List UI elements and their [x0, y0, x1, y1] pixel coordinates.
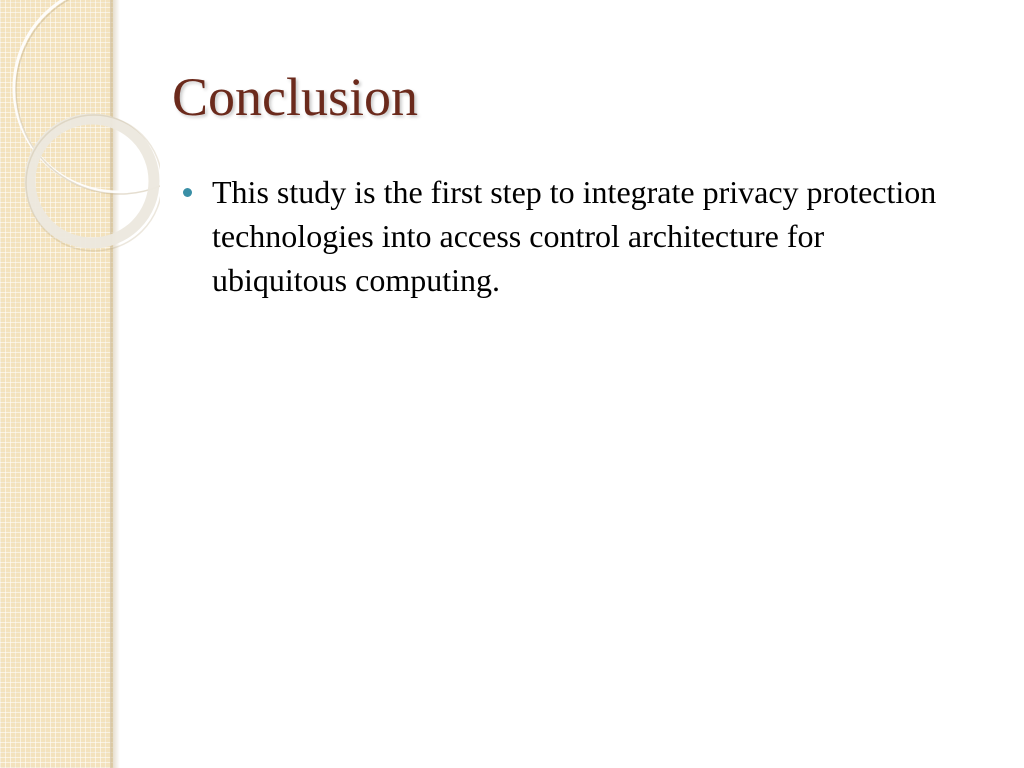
- bullet-list: [180, 170, 940, 302]
- decorative-rings: [0, 0, 160, 300]
- decorative-ring-small: [30, 119, 154, 243]
- bullet-item: [180, 170, 940, 302]
- bullet-dot-icon: [183, 188, 192, 197]
- slide-title: Conclusion: [172, 67, 419, 127]
- bullet-text: This study is the first step to integrate privacy protection technologies into access control architecture for ubiquitous computing.: [212, 174, 937, 298]
